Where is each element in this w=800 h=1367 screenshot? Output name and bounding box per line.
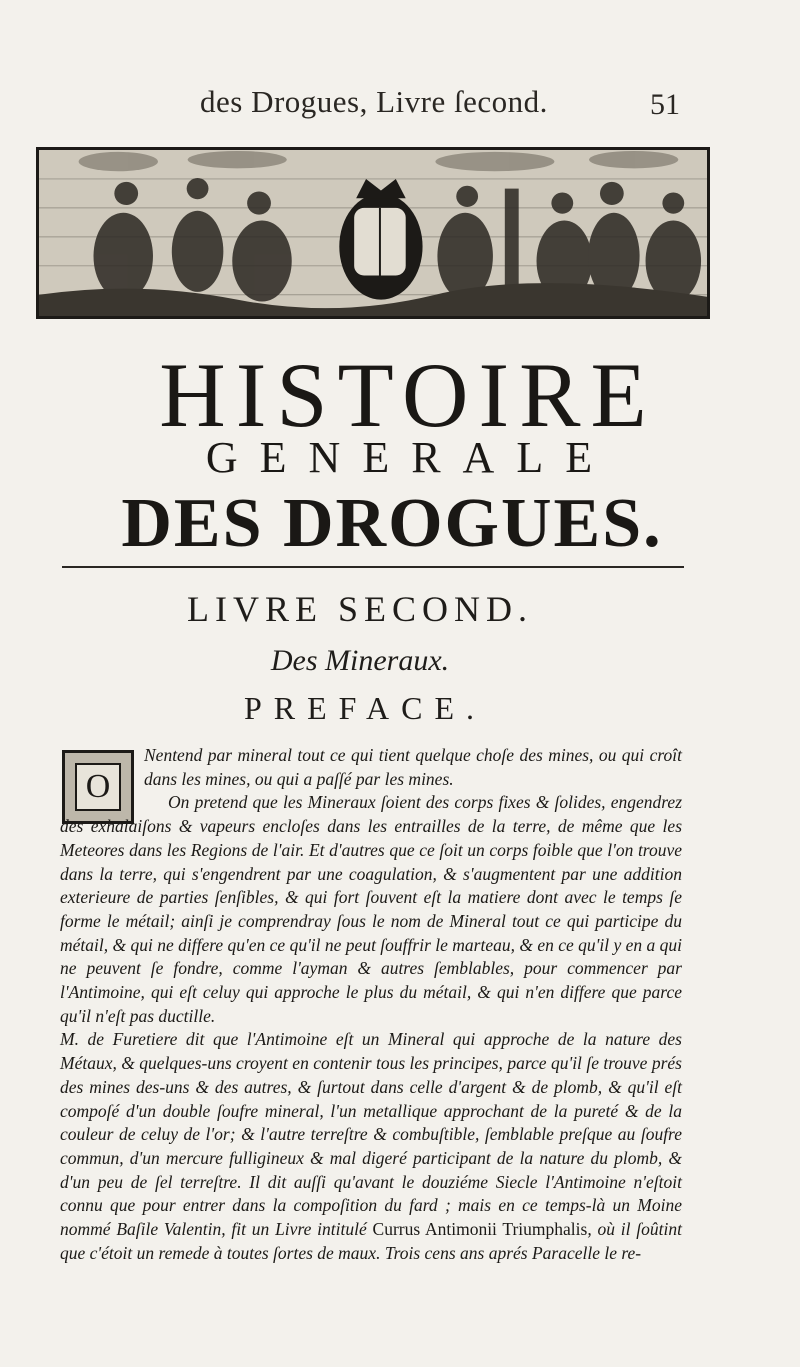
paragraph-antimoine-end: , où il ſoûtint que c'étoit un remede à toutes ſortes de maux. Trois cens ans aprés Paracelle le re-: [60, 1219, 682, 1263]
book-label: LIVRE SECOND.: [187, 589, 533, 629]
main-title-des-drogues: DES DROGUES.: [121, 485, 663, 562]
main-title-generale: GENERALE: [205, 433, 615, 482]
page-number: 51: [650, 88, 680, 121]
paragraph-antimoine-start: M. de Furetiere dit que l'Antimoine eſt un Mineral qui approche de la nature des Métaux, & quelques-uns croyent en contenir tous les principes, parce qu'il ſe trouve prés des mines des-uns & des autres, & ſurtout dans celle d'argent & de plomb, & qu'il eſt compoſé d'un double ſoufre mineral, l'un metallique approchant de la pureté & de la couleur de celuy de l'or; & l'autre terreſtre & combuſtible, ſemblable preſque au ſoufre commun, d'un mercure fulligineux & mal digeré participant de la nature du plomb, & d'un peu de ſel terreſtre. Il dit auſſi qu'avant le douziéme Siecle l'Antimoine n'eſtoit connu que pour entrer dans la compoſition du fard ; mais en ce temps-là un Moine nommé Baſile Valentin, fit un Livre intitulé: [60, 1029, 682, 1240]
book-title-currus: Currus Antimonii Triumphalis: [372, 1219, 588, 1240]
initial-letter: O: [75, 763, 121, 811]
title-divider-rule: [62, 566, 684, 568]
running-head: des Drogues, Livre ſecond.: [200, 84, 548, 119]
book-subject: Des Mineraux.: [270, 644, 450, 677]
allegorical-figures-illustration: [39, 150, 707, 316]
paragraph-antimoine: [60, 1028, 682, 1265]
main-title-histoire: HISTOIRE: [159, 344, 657, 446]
section-heading: PREFACE.: [243, 690, 487, 726]
paragraph-definition: Nentend par mineral tout ce qui tient quelque choſe des mines, ou qui croît dans les mines, ou qui a paſſé par les mines.: [144, 745, 682, 789]
body-text: [60, 744, 682, 1265]
paragraph-minerals: On pretend que les Mineraux ſoient des corps fixes & ſolides, engendrez des exhalaiſons & vapeurs encloſes dans les entrailles de la terre, de même que les Meteores dans les Regions de l'air. Et d'autres que ce ſoit un corps foible que l'on trouve dans la terre, qui s'engendrent par une coagulation, & s'augmentent par une addition exterieure de parties ſenſibles, & qui fort ſouvent eſt la matiere dont avec le temps ſe forme le métail; ainſi je comprendray ſous le nom de Mineral tout ce qui participe du métail, & qui ne differe qu'en ce qu'il ne peut ſouffrir le marteau, & en ce qu'il y en a qui ne peuvent ſe fondre, comme l'ayman & autres ſemblables, pour commencer par l'Antimoine, qui eſt celuy qui approche le plus du métail, & qui n'en differe que parce qu'il n'eſt pas ductille.: [60, 792, 682, 1026]
woodcut-headpiece-image: [36, 147, 710, 319]
